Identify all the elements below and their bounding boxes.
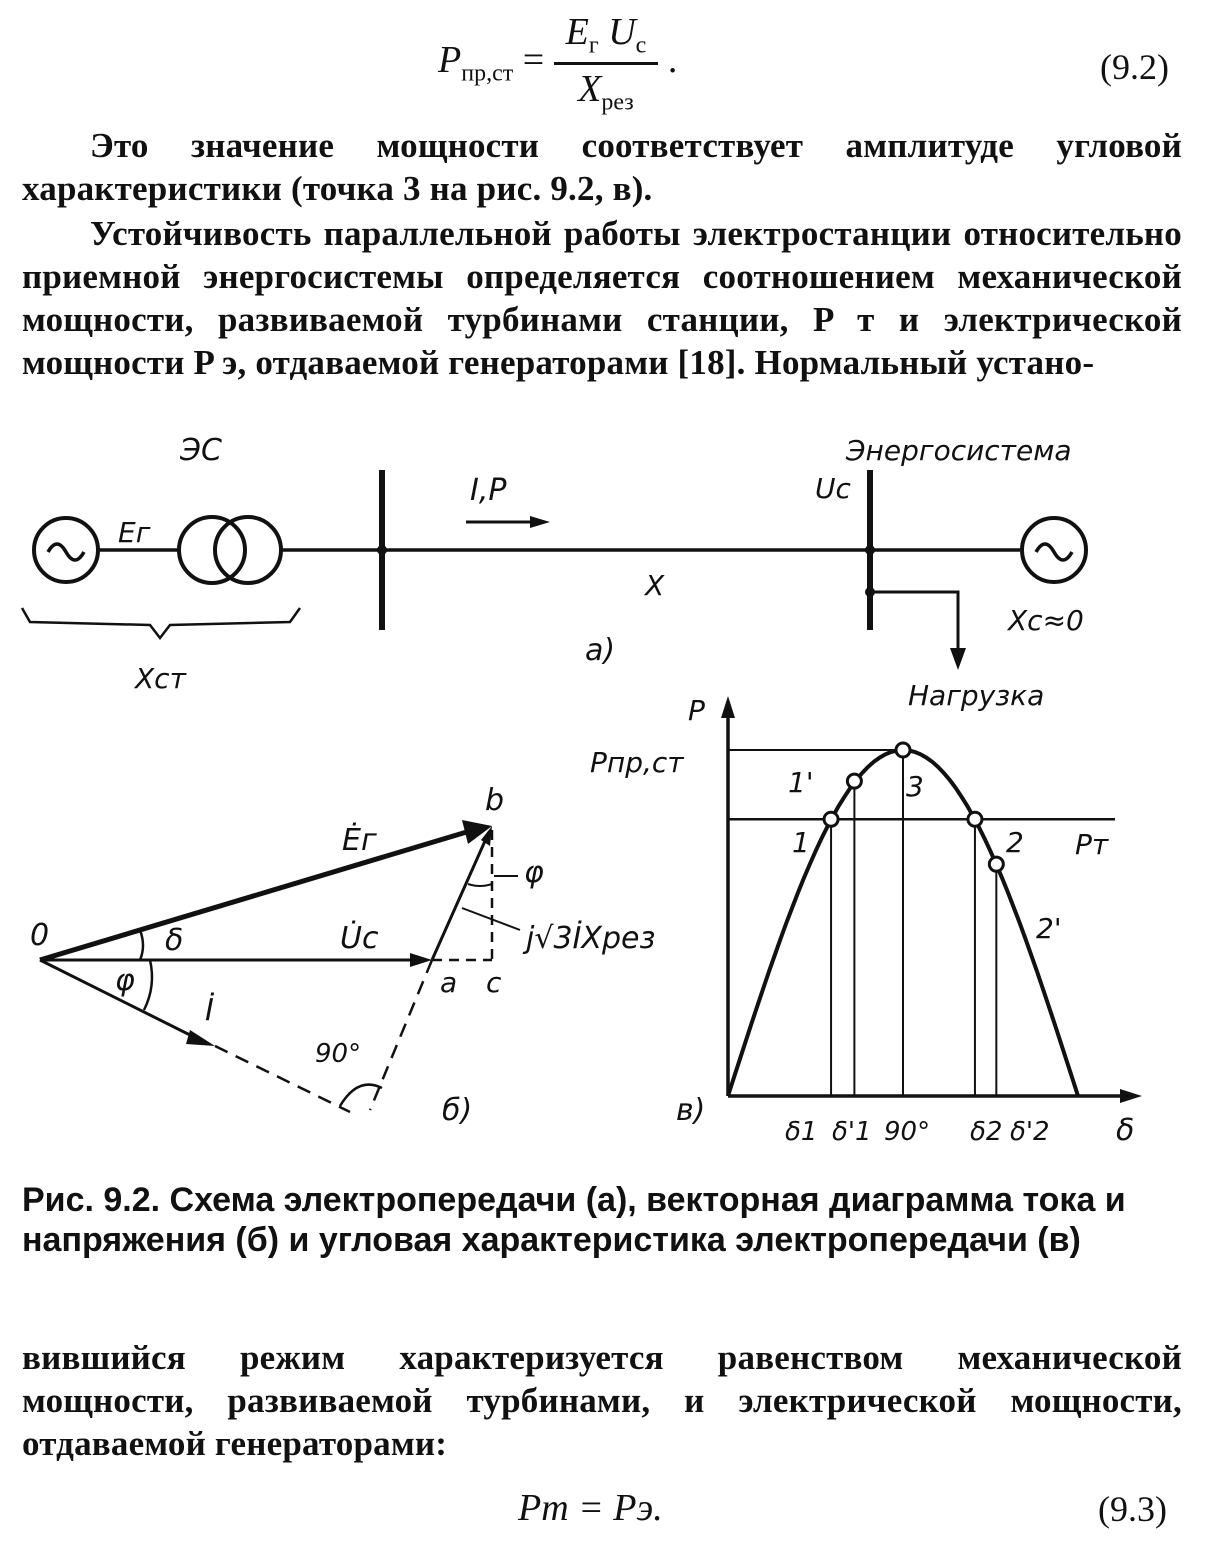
current-arrow-icon (530, 516, 550, 528)
label-phi-b: φ (524, 855, 544, 890)
brace-xst (22, 608, 300, 638)
label-p1p: 1' (788, 766, 814, 799)
label-y-axis: P (688, 694, 705, 727)
formula-number-9-2: (9.2) (1100, 47, 1169, 87)
x-axis-arrow-icon (1120, 1089, 1142, 1103)
formula-number-9-3: (9.3) (1098, 1489, 1167, 1529)
label-current-power: I,P (470, 473, 507, 508)
panel-b-vector-diagram (30, 783, 655, 1128)
tick-d2: δ2 (970, 1117, 1003, 1147)
label-voltage: Uc (815, 472, 851, 505)
tick-d90: 90° (884, 1117, 931, 1147)
label-system: Энергосистема (846, 434, 1072, 467)
data-point (847, 774, 861, 788)
label-point-b: b (485, 783, 505, 818)
label-pt: Pт (1075, 828, 1109, 861)
label-p3: 3 (906, 770, 924, 803)
paragraph-2: Устойчивость параллельной работы электростанции относительно приемной энергосистемы определяется соотношением механической мощности, развиваемой турбинами станции, P т и электрической мощности P э, отдаваемой генераторами [18]. Нормальный устано- (22, 214, 1182, 382)
label-p2p: 2' (1036, 912, 1062, 945)
label-p2: 2 (1006, 826, 1024, 859)
panel-c-chart (590, 694, 1142, 1148)
label-angle-90: 90° (315, 1039, 362, 1069)
label-station: ЭС (180, 433, 222, 468)
label-delta: δ (165, 923, 184, 958)
label-station-reactance: Xст (135, 662, 186, 695)
label-phi: φ (115, 963, 135, 998)
formula-9-3: Pт = Pэ. (518, 1487, 663, 1529)
figure-caption: Рис. 9.2. Схема электропередачи (а), векторная диаграмма тока и напряжения (б) и угловая характеристика электропередачи (в) (22, 1181, 1126, 1259)
paragraph-1: Это значение мощности соответствует амплитуде угловой характеристики (точка 3 на рис. 9.2, в). (22, 126, 1182, 208)
label-p1: 1 (792, 826, 810, 859)
label-emf: Eг (118, 516, 151, 549)
label-x-axis: δ (1116, 1113, 1135, 1148)
data-point (989, 857, 1003, 871)
tick-d2p: δ'2 (1010, 1117, 1050, 1147)
label-origin: 0 (30, 918, 50, 953)
formula-lhs: $P_{пр,ст}$ (438, 38, 514, 87)
y-axis-arrow-icon (721, 696, 735, 718)
tick-d1p: δ'1 (832, 1117, 872, 1147)
panel-c-tag: в) (676, 1093, 706, 1128)
data-point (824, 812, 838, 826)
label-load: Нагрузка (908, 679, 1045, 712)
paragraph-3: вившийся режим характеризуется равенством механической мощности, развиваемой турбинами, и электрической мощности, отдаваемой генераторами: (22, 1338, 1182, 1463)
panel-a-tag: а) (585, 633, 616, 668)
panel-a-circuit (22, 433, 1086, 712)
panel-b-tag: б) (442, 1093, 473, 1128)
label-vector-eg: Ėг (342, 823, 377, 858)
label-drop: j√3İXрез (526, 921, 656, 956)
label-pmax: Pпр,ст (590, 746, 684, 779)
label-line-reactance: X (645, 569, 665, 602)
tick-d1: δ1 (785, 1117, 818, 1147)
label-vector-uc: U̇c (340, 921, 379, 956)
data-point (896, 743, 910, 757)
formula-fraction: $\frac{E_г U_с}{X_{рез}}$ (554, 10, 659, 116)
load-arrow-icon (950, 648, 966, 670)
label-point-c: c (486, 966, 502, 999)
data-point (968, 812, 982, 826)
formula-9-2: $P_{пр,ст}$ = $\frac{E_г U_с}{X_{рез}}$ . (438, 11, 678, 116)
vector-i-arrow-icon (186, 1030, 215, 1046)
label-system-reactance: Xc≈0 (1008, 604, 1084, 637)
transformer-icon (179, 517, 245, 583)
figure-9-2 (0, 420, 1224, 1160)
label-vector-i: İ (205, 993, 214, 1028)
label-point-a: a (440, 966, 458, 999)
